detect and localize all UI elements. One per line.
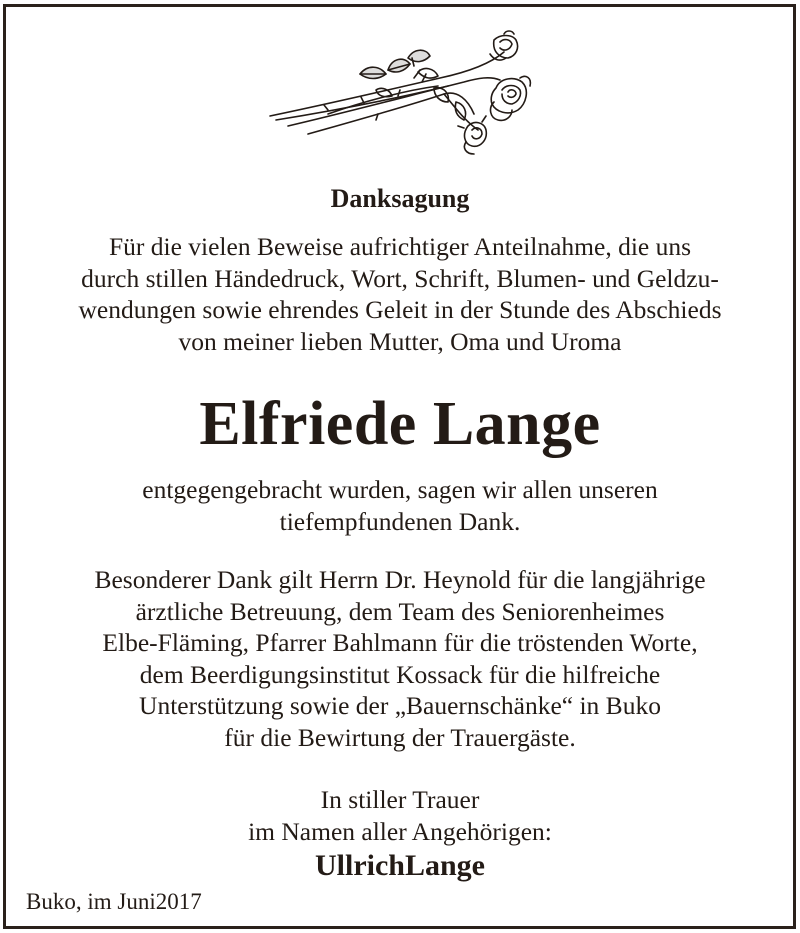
deceased-name: Elfriede Lange: [199, 390, 601, 458]
closing-text: In stiller Trauer im Namen aller Angehörigen:: [248, 785, 552, 846]
signature: UllrichLange: [315, 849, 485, 882]
roses-illustration-icon: [268, 30, 534, 158]
place-date: Buko, im Juni2017: [26, 889, 202, 914]
special-thanks-text: Besonderer Dank gilt Herrn Dr. Heynold für die langjährige ärztliche Betreuung, dem Team des Seniorenheimes Elbe-Fläming, Pfarrer Bahlmann für die tröstenden Worte, dem Beerdigungsinstitut Kossack für die hilfreiche Unterstützung sowie der „Bauernschänke“ in Buko für die Bewirtung der Trauergäste.: [94, 565, 706, 752]
after-name-text: entgegengebracht wurden, sagen wir allen unseren tiefempfundenen Dank.: [142, 475, 658, 536]
heading: Danksagung: [330, 184, 470, 213]
intro-text: Für die vielen Beweise aufrichtiger Anteilnahme, die uns durch stillen Händedruck, Wort, Schrift, Blumen- und Geldzu- wendungen sowie ehrendes Geleit in der Stunde des Abschieds von meiner lieben Mutter, Oma und Uroma: [78, 232, 722, 356]
